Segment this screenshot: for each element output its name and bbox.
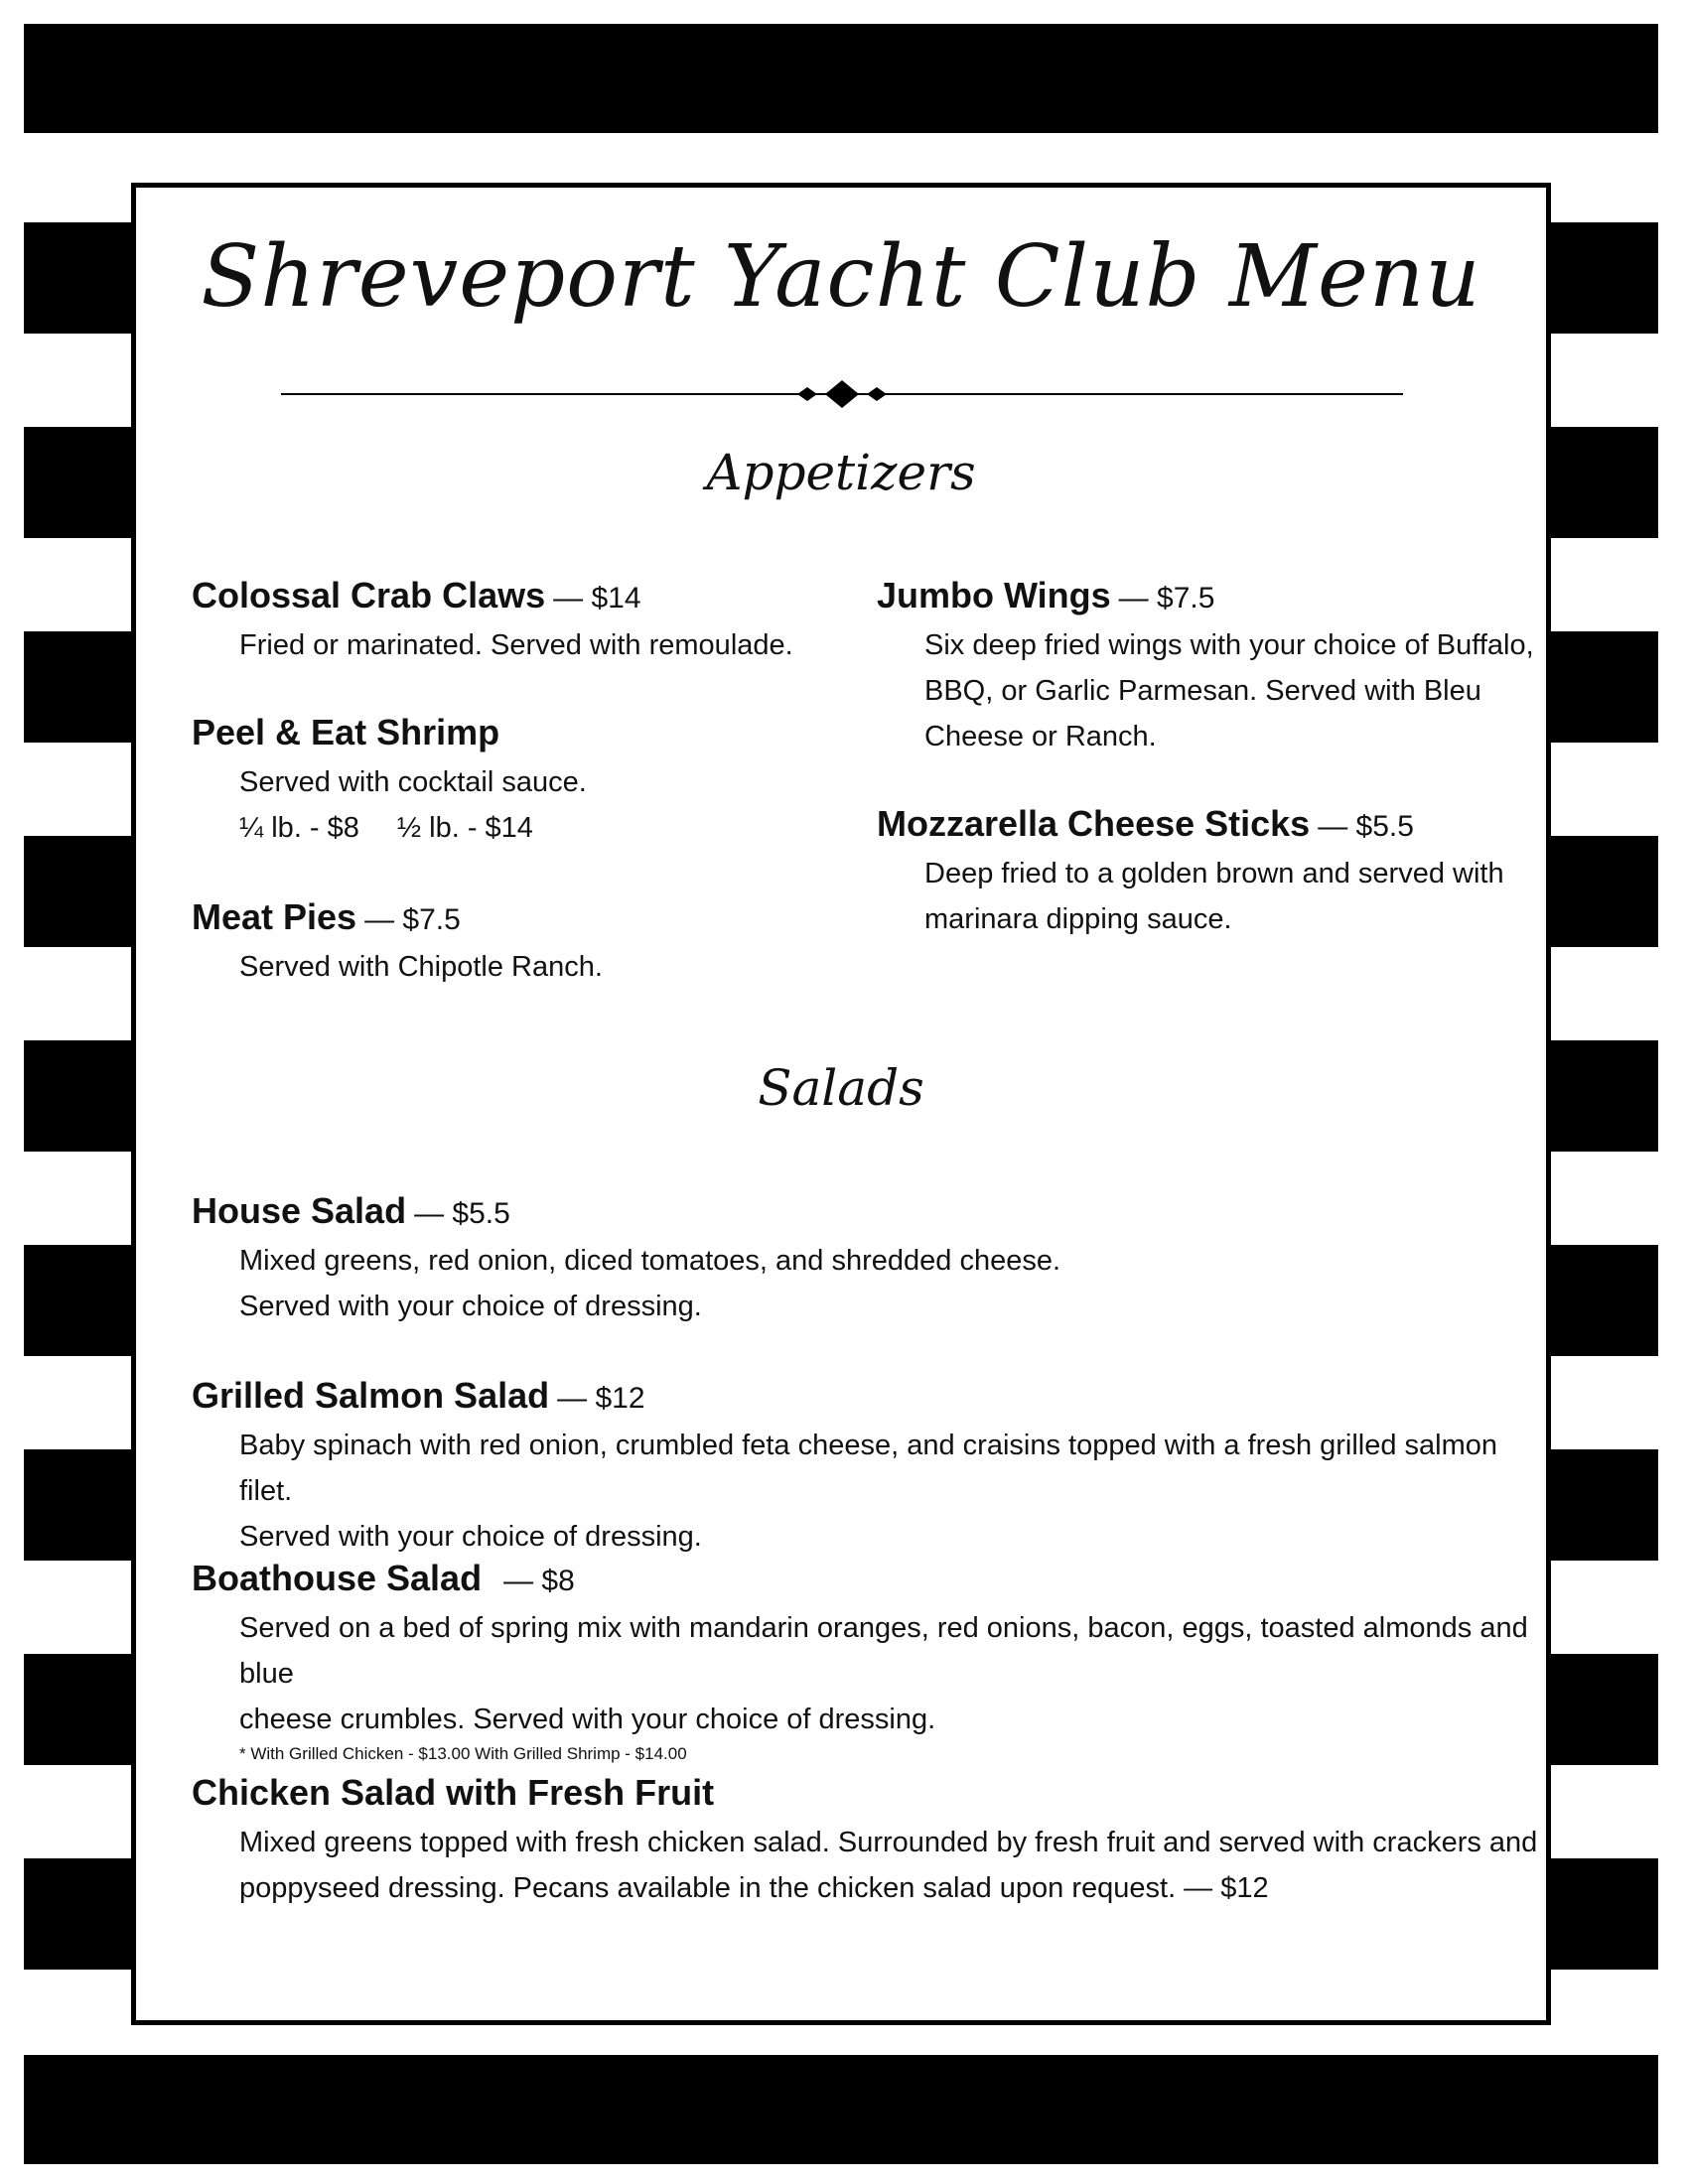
item-name: Jumbo Wings (877, 575, 1111, 615)
divider-ornament (281, 376, 1403, 412)
menu-item-boathouse-salad (192, 1558, 1546, 1764)
item-description: Deep fried to a golden brown and served with (924, 858, 1504, 889)
item-price: — $7.5 (1118, 582, 1215, 614)
menu-item-meat-pies (192, 896, 603, 990)
item-name: Meat Pies (192, 896, 357, 937)
menu-title: Shreveport Yacht Club Menu (201, 227, 1481, 327)
left-stripe (24, 631, 135, 743)
item-name: Chicken Salad with Fresh Fruit (192, 1772, 715, 1813)
item-description: cheese crumbles. Served with your choice of dressing. (239, 1704, 936, 1735)
item-sizes (239, 805, 587, 851)
item-description: marinara dipping sauce. (924, 903, 1232, 935)
right-stripe (1547, 836, 1658, 947)
right-stripe (1547, 631, 1658, 743)
item-description: Served with your choice of dressing. (239, 1521, 702, 1553)
item-description: Served with Chipotle Ranch. (239, 951, 603, 983)
item-description: Baby spinach with red onion, crumbled feta cheese, and craisins topped with a fresh grilled salmon filet. (239, 1430, 1498, 1507)
menu-item-salmon-salad (192, 1375, 1546, 1560)
right-stripe (1547, 427, 1658, 538)
appetizers-heading: Appetizers (706, 444, 976, 501)
right-stripe (1547, 1654, 1658, 1765)
item-description: Six deep fried wings with your choice of Buffalo, (924, 629, 1534, 661)
left-stripe (24, 222, 135, 334)
menu-item-crab-claws (192, 575, 793, 668)
item-description: Served with cocktail sauce. (239, 766, 587, 798)
item-description: Served on a bed of spring mix with mandarin oranges, red onions, bacon, eggs, toasted almonds and blue (239, 1612, 1528, 1690)
item-description: poppyseed dressing. Pecans available in the chicken salad upon request. — $12 (239, 1872, 1269, 1904)
item-name: Colossal Crab Claws (192, 575, 546, 615)
item-description: Mixed greens, red onion, diced tomatoes, and shredded cheese. (239, 1245, 1061, 1277)
left-stripe (24, 836, 135, 947)
top-stripe-band (24, 24, 1658, 133)
left-stripe (24, 427, 135, 538)
item-description: Served with your choice of dressing. (239, 1291, 702, 1322)
right-stripe (1547, 222, 1658, 334)
bottom-stripe-band (24, 2055, 1658, 2164)
item-name: Boathouse Salad (192, 1558, 483, 1598)
item-name: Mozzarella Cheese Sticks (877, 803, 1311, 844)
item-note: * With Grilled Chicken - $13.00 With Grilled Shrimp - $14.00 (239, 1744, 687, 1763)
left-stripe (24, 1449, 135, 1561)
item-price: — $7.5 (364, 903, 461, 936)
left-stripe (24, 1654, 135, 1765)
left-stripe (24, 1040, 135, 1152)
size-option: ½ lb. - $14 (396, 812, 533, 844)
item-description: Mixed greens topped with fresh chicken salad. Surrounded by fresh fruit and served with crackers and (239, 1827, 1538, 1858)
item-name: Peel & Eat Shrimp (192, 712, 500, 752)
menu-item-house-salad (192, 1190, 1060, 1329)
right-stripe (1547, 1040, 1658, 1152)
left-stripe (24, 1245, 135, 1356)
item-description: Fried or marinated. Served with remoulade. (239, 629, 793, 661)
item-price: — $12 (557, 1382, 645, 1415)
menu-panel (131, 183, 1551, 2025)
right-stripe (1547, 1858, 1658, 1970)
item-price: — $5.5 (414, 1197, 510, 1230)
item-description: BBQ, or Garlic Parmesan. Served with Bleu (924, 675, 1481, 707)
menu-item-wings (877, 575, 1534, 759)
item-description: Cheese or Ranch. (924, 721, 1157, 752)
left-stripe (24, 1858, 135, 1970)
menu-item-shrimp (192, 712, 587, 851)
item-price: — $5.5 (1318, 810, 1414, 843)
item-price: — $14 (553, 582, 641, 614)
size-option: ¼ lb. - $8 (239, 812, 359, 844)
item-price: — $8 (503, 1565, 575, 1597)
item-name: House Salad (192, 1190, 407, 1231)
right-stripe (1547, 1449, 1658, 1561)
salads-heading: Salads (758, 1059, 924, 1117)
menu-item-mozzarella (877, 803, 1504, 942)
menu-item-chicken-salad (192, 1772, 1537, 1911)
right-stripe (1547, 1245, 1658, 1356)
item-name: Grilled Salmon Salad (192, 1375, 550, 1416)
